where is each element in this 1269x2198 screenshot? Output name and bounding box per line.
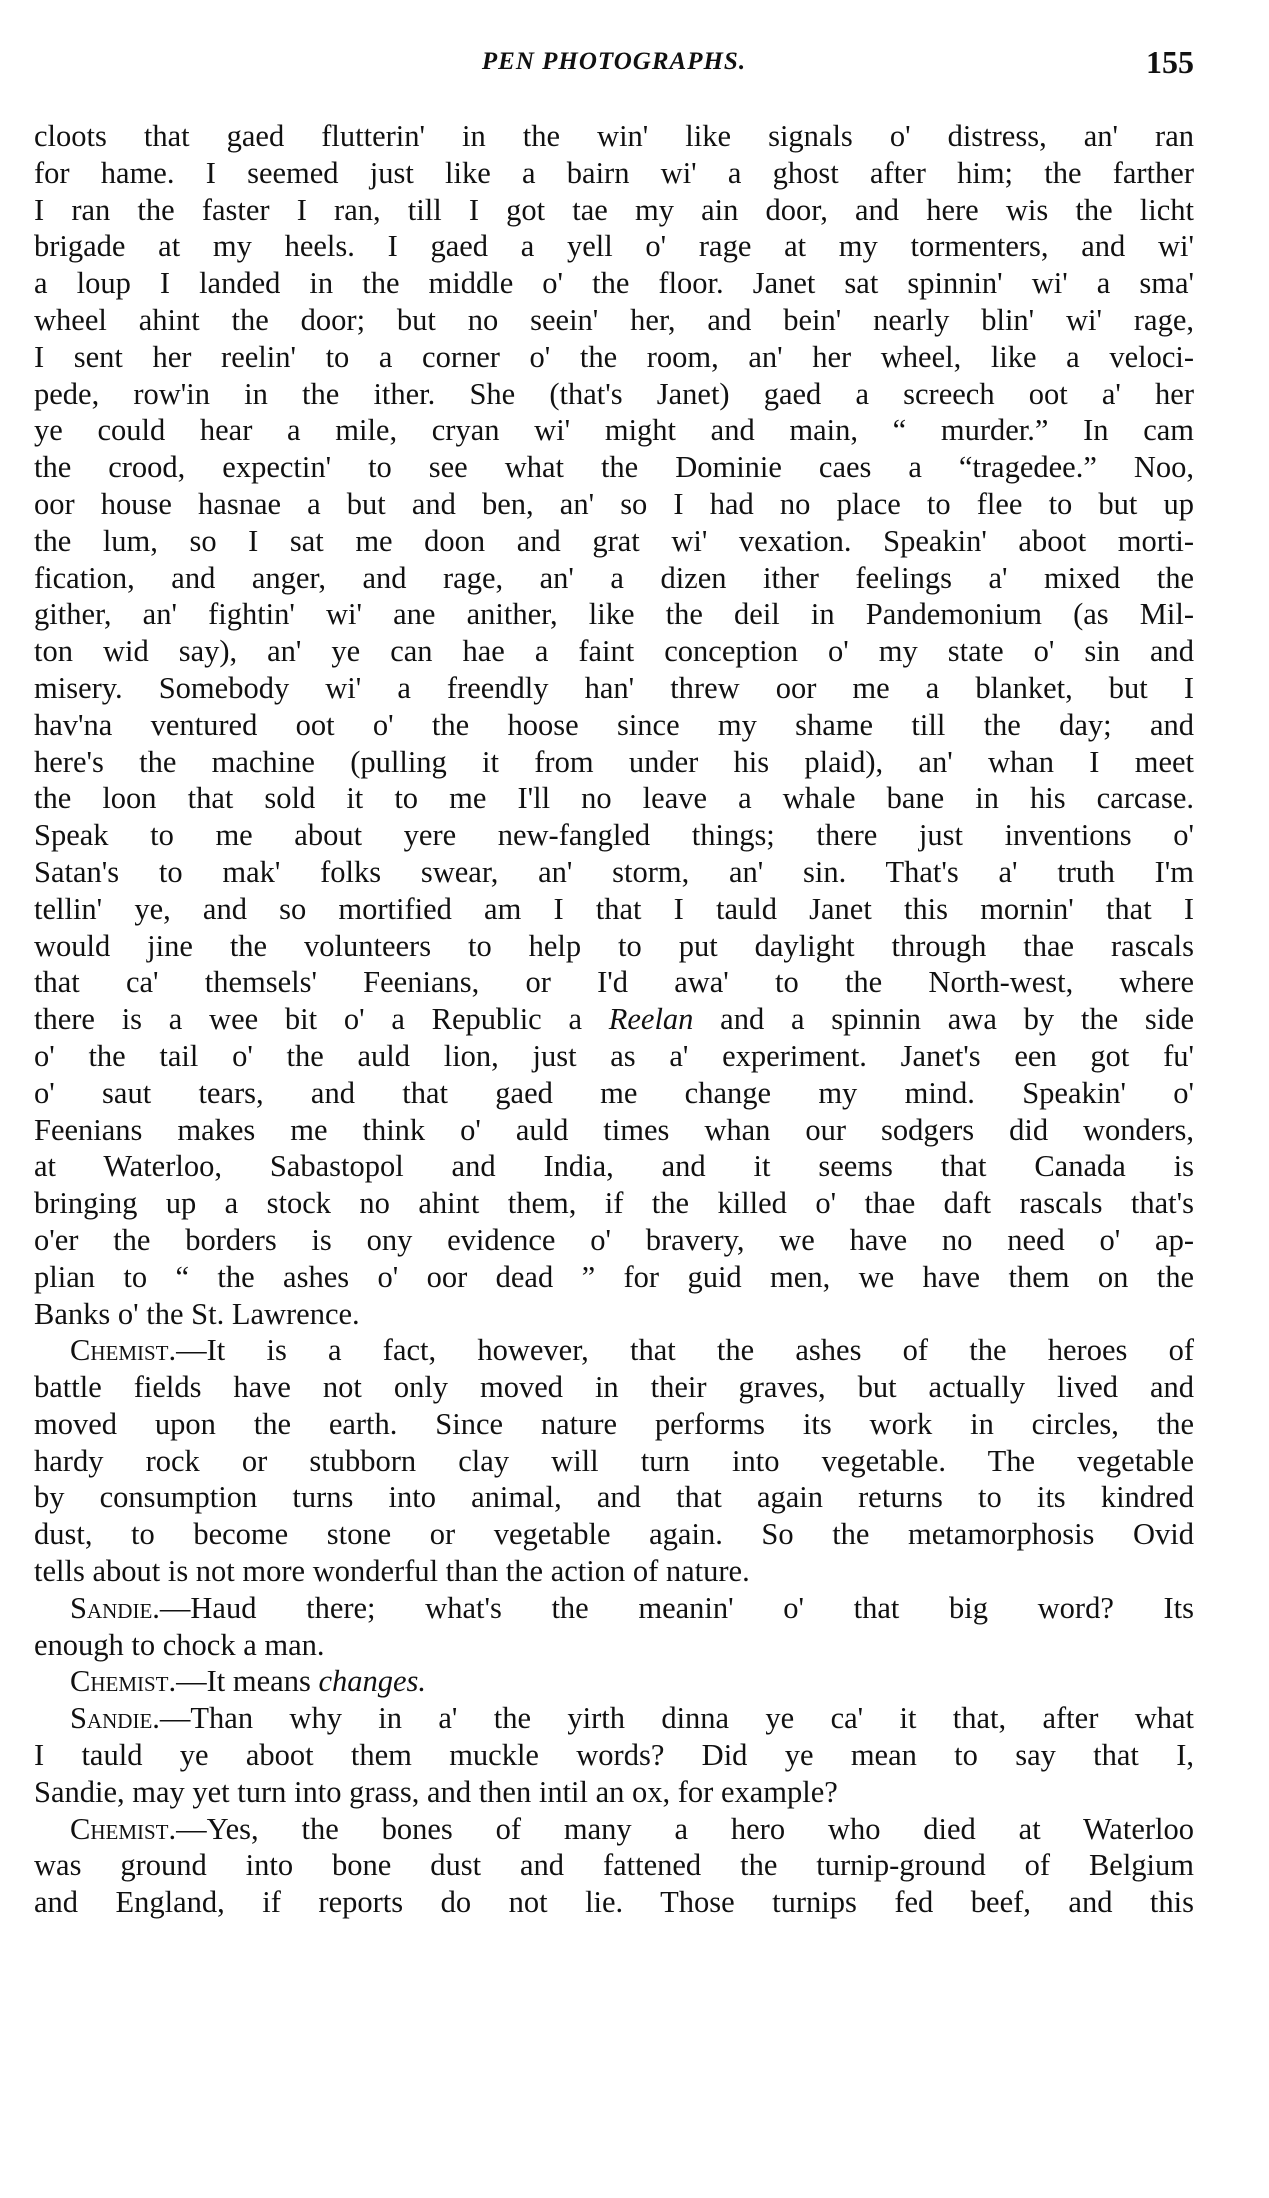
text-line: the lum, so I sat me doon and grat wi' vexation. Speakin' aboot morti- xyxy=(34,523,1194,558)
body-text xyxy=(34,118,1194,1921)
text-line: tells about is not more wonderful than the action of nature. xyxy=(34,1554,750,1589)
text-line: Sandie, may yet turn into grass, and then intil an ox, for example? xyxy=(34,1774,838,1809)
dialogue-line xyxy=(34,1663,1194,1700)
text-line: Banks o' the St. Lawrence. xyxy=(34,1296,360,1331)
text-line: enough to chock a man. xyxy=(34,1627,325,1662)
text-line: hardy rock or stubborn clay will turn into vegetable. The vegetable xyxy=(34,1443,1194,1478)
italic-word: changes. xyxy=(318,1664,427,1699)
text-segment: —Than why in a' the yirth dinna ye ca' it that, after what xyxy=(159,1701,1194,1736)
text-segment: —Haud there; what's the meanin' o' that big word? Its xyxy=(159,1590,1194,1625)
text-line: dust, to become stone or vegetable again. So the metamorphosis Ovid xyxy=(34,1517,1194,1552)
dialogue-line xyxy=(34,1590,1194,1627)
text-line: Satan's to mak' folks swear, an' storm, an' sin. That's a' truth I'm xyxy=(34,854,1194,889)
text-line: misery. Somebody wi' a freendly han' threw oor me a blanket, but I xyxy=(34,670,1194,705)
text-line: o'er the borders is ony evidence o' bravery, we have no need o' ap- xyxy=(34,1222,1194,1257)
text-line: here's the machine (pulling it from under his plaid), an' whan I meet xyxy=(34,744,1194,779)
speaker-name: Sandie. xyxy=(70,1590,160,1625)
speaker-name: Chemist. xyxy=(70,1333,177,1368)
text-line: plian to “ the ashes o' oor dead ” for guid men, we have them on the xyxy=(34,1259,1194,1294)
text-line: ye could hear a mile, cryan wi' might and main, “ murder.” In cam xyxy=(34,413,1194,448)
text-line: tellin' ye, and so mortified am I that I tauld Janet this mornin' that I xyxy=(34,891,1194,926)
text-line: battle fields have not only moved in their graves, but actually lived and xyxy=(34,1370,1194,1405)
text-line: ton wid say), an' ye can hae a faint conception o' my state o' sin and xyxy=(34,634,1194,669)
text-line: gither, an' fightin' wi' ane anither, like the deil in Pandemonium (as Mil- xyxy=(34,597,1194,632)
text-line: hav'na ventured oot o' the hoose since my shame till the day; and xyxy=(34,707,1194,742)
text-line: a loup I landed in the middle o' the floor. Janet sat spinnin' wi' a sma' xyxy=(34,266,1194,301)
dialogue-line xyxy=(34,1700,1194,1737)
dialogue-line xyxy=(34,1811,1194,1848)
text-segment: —It means xyxy=(176,1664,319,1699)
page-number: 155 xyxy=(1146,44,1194,80)
text-line: I tauld ye aboot them muckle words? Did ye mean to say that I, xyxy=(34,1738,1194,1773)
text-line: o' the tail o' the auld lion, just as a' experiment. Janet's een got fu' xyxy=(34,1038,1194,1073)
text-line: and England, if reports do not lie. Those turnips fed beef, and this xyxy=(34,1885,1194,1920)
text-line: I ran the faster I ran, till I got tae my ain door, and here wis the licht xyxy=(34,192,1194,227)
text-line: Feenians makes me think o' auld times whan our sodgers did wonders, xyxy=(34,1112,1194,1147)
text-line: for hame. I seemed just like a bairn wi' a ghost after him; the farther xyxy=(34,155,1194,190)
running-head xyxy=(34,44,1194,88)
text-line: would jine the volunteers to help to put daylight through thae rascals xyxy=(34,928,1194,963)
text-line: pede, row'in in the ither. She (that's Janet) gaed a screech oot a' her xyxy=(34,376,1194,411)
speaker-name: Chemist. xyxy=(70,1811,177,1846)
text-segment: —It is a fact, however, that the ashes of the heroes of xyxy=(176,1333,1194,1368)
text-line: brigade at my heels. I gaed a yell o' rage at my tormenters, and wi' xyxy=(34,229,1194,264)
text-line: I sent her reelin' to a corner o' the room, an' her wheel, like a veloci- xyxy=(34,339,1194,374)
running-title: PEN PHOTOGRAPHS. xyxy=(481,48,747,75)
speaker-name: Sandie. xyxy=(70,1701,160,1736)
text-line: o' saut tears, and that gaed me change my mind. Speakin' o' xyxy=(34,1075,1194,1110)
text-line: bringing up a stock no ahint them, if the killed o' thae daft rascals that's xyxy=(34,1186,1194,1221)
text-line: cloots that gaed flutterin' in the win' like signals o' distress, an' ran xyxy=(34,119,1194,153)
text-line: the crood, expectin' to see what the Dominie caes a “tragedee.” Noo, xyxy=(34,450,1194,485)
text-line: Speak to me about yere new-fangled things; there just inventions o' xyxy=(34,818,1194,853)
text-line: fication, and anger, and rage, an' a dizen ither feelings a' mixed the xyxy=(34,560,1194,595)
speaker-name: Chemist. xyxy=(70,1664,177,1699)
text-line: at Waterloo, Sabastopol and India, and it seems that Canada is xyxy=(34,1149,1194,1184)
dialogue-line xyxy=(34,1332,1194,1369)
text-segment: and a spinnin awa by the side xyxy=(693,1002,1194,1037)
italic-word: Reelan xyxy=(608,1002,694,1037)
text-line: by consumption turns into animal, and that again returns to its kindred xyxy=(34,1480,1194,1515)
text-line: that ca' themsels' Feenians, or I'd awa' to the North-west, where xyxy=(34,965,1194,1000)
text-segment: —Yes, the bones of many a hero who died at Waterloo xyxy=(176,1811,1194,1846)
text-segment: there is a wee bit o' a Republic a xyxy=(34,1002,609,1037)
text-line: the loon that sold it to me I'll no leave a whale bane in his carcase. xyxy=(34,781,1194,816)
text-line: was ground into bone dust and fattened the turnip-ground of Belgium xyxy=(34,1848,1194,1883)
text-line: wheel ahint the door; but no seein' her, and bein' nearly blin' wi' rage, xyxy=(34,302,1194,337)
text-line: moved upon the earth. Since nature performs its work in circles, the xyxy=(34,1406,1194,1441)
text-line: oor house hasnae a but and ben, an' so I had no place to flee to but up xyxy=(34,486,1194,521)
text-line xyxy=(34,1001,1194,1038)
